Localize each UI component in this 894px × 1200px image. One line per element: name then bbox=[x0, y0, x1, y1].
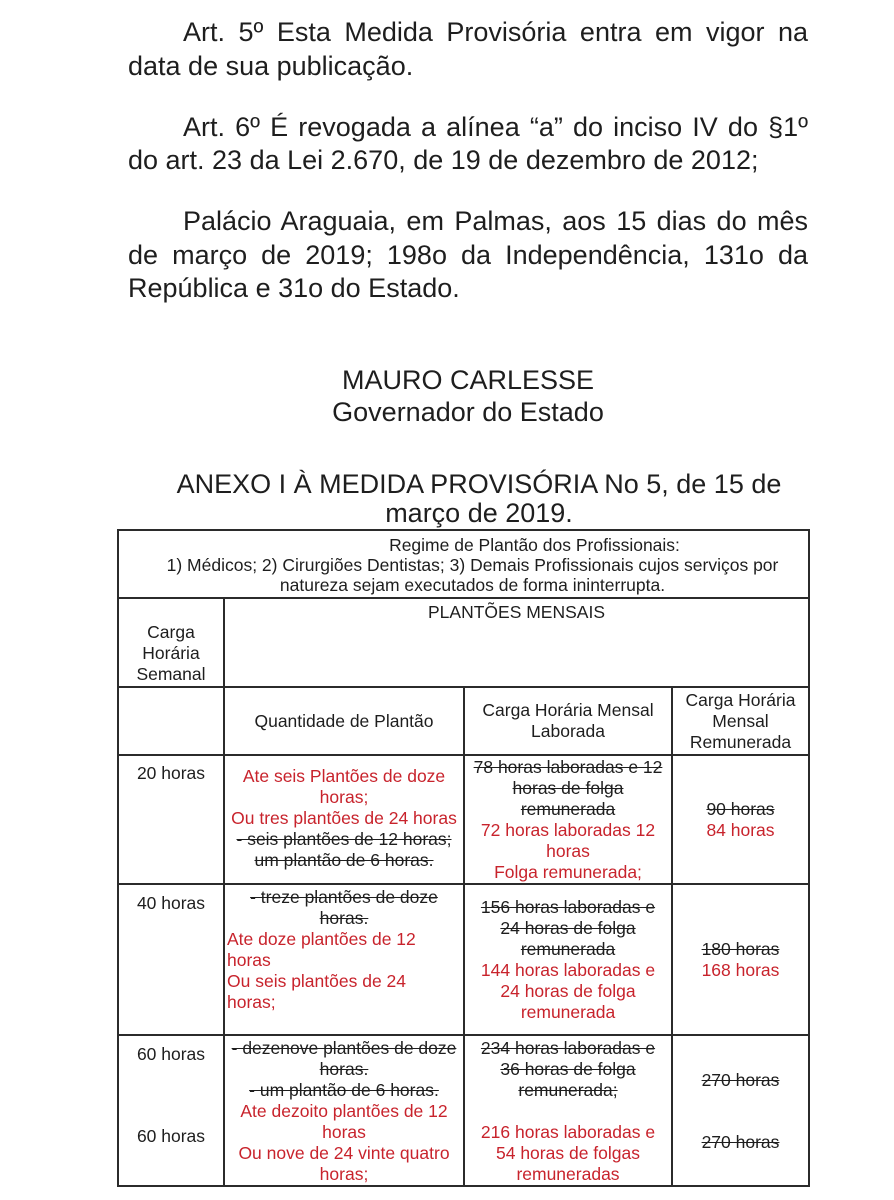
text-block bbox=[227, 1038, 461, 1101]
text-block bbox=[467, 820, 669, 883]
paid-hours-cell bbox=[672, 755, 809, 884]
signatory-role: Governador do Estado bbox=[332, 397, 604, 427]
plantao-table bbox=[117, 529, 810, 1187]
text-block bbox=[675, 939, 806, 960]
worked-hours-column-header: Carga Horária Mensal Laborada bbox=[464, 687, 672, 755]
amended-text-line: Ate doze plantões de 12 bbox=[227, 929, 416, 949]
deleted-text-line: - dezenove plantões de doze bbox=[231, 1038, 457, 1058]
caption-line: natureza sejam executados de forma ininterrupta. bbox=[279, 575, 666, 595]
table-row bbox=[118, 755, 809, 884]
text-block bbox=[675, 1132, 806, 1153]
amended-text-line: Ou nove de 24 vinte quatro bbox=[238, 1143, 450, 1163]
table-caption-row bbox=[118, 530, 809, 598]
deleted-text-line: 36 horas de folga bbox=[500, 1059, 636, 1079]
paid-hours-cell bbox=[672, 1035, 809, 1186]
weekly-hours-value: 60 horas bbox=[136, 1126, 206, 1146]
amended-text-line: Ate dezoito plantões de 12 bbox=[240, 1101, 448, 1121]
text-block bbox=[227, 766, 461, 829]
deleted-text-line: remunerada; bbox=[518, 1080, 618, 1100]
monthly-shifts-header: PLANTÕES MENSAIS bbox=[224, 598, 809, 687]
text-block bbox=[227, 929, 461, 1013]
paid-hours-column-header: Carga Horária Mensal Remunerada bbox=[672, 687, 809, 755]
text-block bbox=[675, 1070, 806, 1091]
deleted-text-line: 270 horas bbox=[701, 1132, 780, 1152]
table-row bbox=[118, 1035, 809, 1186]
weekly-hours-value: 20 horas bbox=[136, 763, 206, 783]
deleted-text-line: - treze plantões de doze bbox=[250, 887, 438, 907]
amended-text-line: 144 horas laboradas e bbox=[480, 959, 656, 980]
deleted-text-line: 90 horas bbox=[706, 798, 775, 819]
amended-text-line: 168 horas bbox=[701, 959, 780, 980]
amended-text-line: horas; bbox=[319, 1164, 369, 1184]
closing-paragraph: Palácio Araguaia, em Palmas, aos 15 dias do mês de março de 2019; 198o da Independência, 131o da República e 31o do Estado. bbox=[128, 206, 808, 303]
text-block bbox=[675, 799, 806, 820]
deleted-text-line: 234 horas laboradas e bbox=[480, 1038, 656, 1058]
deleted-text-line: horas. bbox=[319, 1059, 369, 1079]
text-block bbox=[227, 829, 461, 871]
articles-section bbox=[128, 16, 808, 333]
text-block bbox=[675, 960, 806, 981]
amended-text-line: horas; bbox=[227, 992, 276, 1012]
quantity-cell bbox=[224, 755, 464, 884]
amended-text-line: horas; bbox=[319, 787, 369, 807]
text-block bbox=[675, 820, 806, 841]
caption-line: Regime de Plantão dos Profissionais: bbox=[389, 535, 680, 555]
table-caption bbox=[118, 530, 809, 598]
worked-hours-cell bbox=[464, 884, 672, 1035]
worked-hours-cell bbox=[464, 755, 672, 884]
amended-text-line: horas bbox=[322, 1122, 366, 1142]
amended-text-line: Ou tres plantões de 24 horas bbox=[231, 808, 457, 828]
weekly-hours-value: 40 horas bbox=[136, 893, 206, 913]
text-block bbox=[467, 1038, 669, 1101]
deleted-text-line: remunerada bbox=[520, 799, 616, 819]
article-6: Art. 6º É revogada a alínea “a” do inciso IV do §1º do art. 23 da Lei 2.670, de 19 de dezembro de 2012; bbox=[128, 111, 808, 175]
amended-text-line: Folga remunerada; bbox=[494, 862, 642, 882]
amended-text-line: remuneradas bbox=[516, 1164, 620, 1184]
amended-text-line: Ou seis plantões de 24 bbox=[227, 971, 407, 991]
quantity-cell bbox=[224, 884, 464, 1035]
amended-text-line: remunerada bbox=[520, 1001, 616, 1022]
deleted-text-line: remunerada bbox=[520, 938, 616, 959]
weekly-hours-cell bbox=[118, 755, 224, 884]
annex-title: ANEXO I À MEDIDA PROVISÓRIA No 5, de 15 de março de 2019. bbox=[176, 469, 782, 528]
amended-text-line: Ate seis Plantões de doze bbox=[242, 766, 446, 786]
deleted-text-line: 180 horas bbox=[701, 938, 780, 959]
worked-hours-cell bbox=[464, 1035, 672, 1186]
amended-text-line: horas bbox=[546, 841, 590, 861]
deleted-text-line: horas. bbox=[319, 908, 369, 928]
article-5: Art. 5º Esta Medida Provisória entra em vigor na data de sua publicação. bbox=[128, 17, 808, 81]
caption-line: 1) Médicos; 2) Cirurgiões Dentistas; 3) Demais Profissionais cujos serviços por bbox=[166, 555, 779, 575]
empty-header-cell bbox=[118, 687, 224, 755]
text-block bbox=[227, 887, 461, 929]
quantity-cell bbox=[224, 1035, 464, 1186]
deleted-text-line: 270 horas bbox=[701, 1070, 780, 1090]
text-block bbox=[467, 960, 669, 1023]
signature-block bbox=[218, 364, 718, 428]
amended-text-line: 54 horas de folgas bbox=[496, 1143, 640, 1163]
table-header-row bbox=[118, 598, 809, 687]
column-header-row bbox=[118, 687, 809, 755]
table-row bbox=[118, 884, 809, 1035]
weekly-hours-cell bbox=[118, 884, 224, 1035]
amended-text-line: 72 horas laboradas 12 bbox=[480, 820, 656, 840]
text-block bbox=[227, 1101, 461, 1185]
weekly-hours-value: 60 horas bbox=[136, 1044, 206, 1064]
quantity-column-header: Quantidade de Plantão bbox=[224, 687, 464, 755]
amended-text-line: 84 horas bbox=[706, 819, 775, 840]
deleted-text-line: horas de folga bbox=[512, 778, 624, 798]
weekly-hours-header: Carga Horária Semanal bbox=[118, 598, 224, 687]
deleted-text-line: um plantão de 6 horas. bbox=[254, 850, 434, 870]
paid-hours-cell bbox=[672, 884, 809, 1035]
text-block bbox=[467, 1122, 669, 1185]
amended-text-line: 216 horas laboradas e bbox=[480, 1122, 656, 1142]
weekly-hours-cell bbox=[118, 1035, 224, 1186]
text-block bbox=[467, 757, 669, 820]
deleted-text-line: 156 horas laboradas e bbox=[480, 896, 656, 917]
signatory-name: MAURO CARLESSE bbox=[341, 365, 595, 395]
deleted-text-line: 24 horas de folga bbox=[500, 917, 636, 938]
deleted-text-line: - um plantão de 6 horas. bbox=[249, 1080, 439, 1100]
text-block bbox=[467, 897, 669, 960]
deleted-text-line: 78 horas laboradas e 12 bbox=[473, 757, 663, 777]
amended-text-line: horas bbox=[227, 950, 271, 970]
deleted-text-line: - seis plantões de 12 horas; bbox=[236, 829, 452, 849]
amended-text-line: 24 horas de folga bbox=[500, 980, 636, 1001]
